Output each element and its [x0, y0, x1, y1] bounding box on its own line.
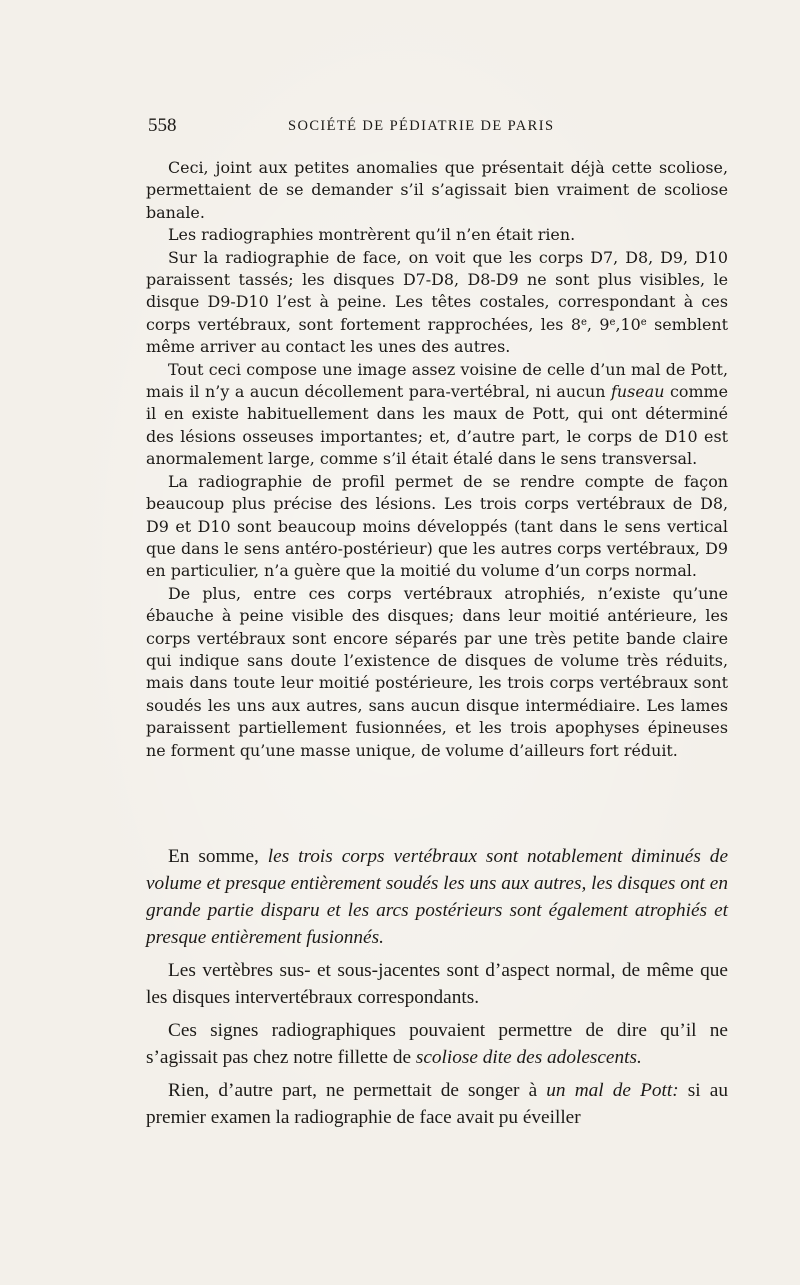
paragraph: Tout ceci compose une image assez voisine de celle d’un mal de Pott, mais il n’y a aucun décollement para-vertébral, ni aucun fuseau comme il en existe habituellement dans les maux de Pott, qui ont déterminé des lésions osseuses importantes; et, d’autre part, le corps de D10 est anormalement large, comme s’il était étalé dans le sens transversal. [146, 359, 728, 469]
paragraph: De plus, entre ces corps vertébraux atrophiés, n’existe qu’une ébauche à peine visible des disques; dans leur moitié antérieure, les corps vertébraux sont encore séparés par une très petite bande claire qui indique sans doute l’existence de disques de volume très réduits, mais dans toute leur moitié postérieure, les trois corps vertébraux sont soudés les uns aux autres, sans aucun disque intermédiaire. Les lames paraissent partiellement fusionnées, et les trois apophyses épineuses ne forment qu’une masse unique, de volume d’ailleurs fort réduit. [146, 583, 728, 760]
paragraph: La radiographie de profil permet de se rendre compte de façon beaucoup plus précise des lésions. Les trois corps vertébraux de D8, D9 et D10 sont beaucoup moins développés (tant dans le sens vertical que dans le sens antéro-postérieur) que les autres corps vertébraux, D9 en particulier, n’a guère que la moitié du volume d’un corps normal. [146, 471, 728, 581]
paragraph: Rien, d’autre part, ne permettait de songer à un mal de Pott: si au premier examen la radiographie de face avait pu éveiller [146, 1080, 728, 1128]
paragraph: Ces signes radiographiques pouvaient permettre de dire qu’il ne s’agissait pas chez notre fillette de scoliose dite des adolescents. [146, 1020, 728, 1068]
page-header [148, 115, 728, 141]
paragraph: Ceci, joint aux petites anomalies que présentait déjà cette scoliose, permettaient de se demander s’il s’agissait bien vraiment de scoliose banale. [146, 158, 728, 222]
running-title: SOCIÉTÉ DE PÉDIATRIE DE PARIS [288, 118, 555, 134]
paragraph: Les vertèbres sus- et sous-jacentes sont d’aspect normal, de même que les disques intervertébraux correspondants. [146, 960, 728, 1008]
paragraph: Sur la radiographie de face, on voit que les corps D7, D8, D9, D10 paraissent tassés; les disques D7-D8, D8-D9 ne sont plus visibles, le disque D9-D10 l’est à peine. Les têtes costales, correspondant à ces corps vertébraux, sont fortement rapprochées, les 8e, 9e,10e semblent même arriver au contact les unes des autres. [146, 247, 728, 357]
body-text-section-2 [146, 843, 728, 1131]
body-text-section-1 [146, 157, 728, 762]
paragraph: En somme, les trois corps vertébraux sont notablement diminués de volume et presque entièrement soudés les uns aux autres, les disques ont en grande partie disparu et les arcs postérieurs sont également atrophiés et presque entièrement fusionnés. [146, 846, 728, 948]
page-number: 558 [148, 115, 177, 136]
paragraph: Les radiographies montrèrent qu’il n’en était rien. [168, 225, 576, 245]
